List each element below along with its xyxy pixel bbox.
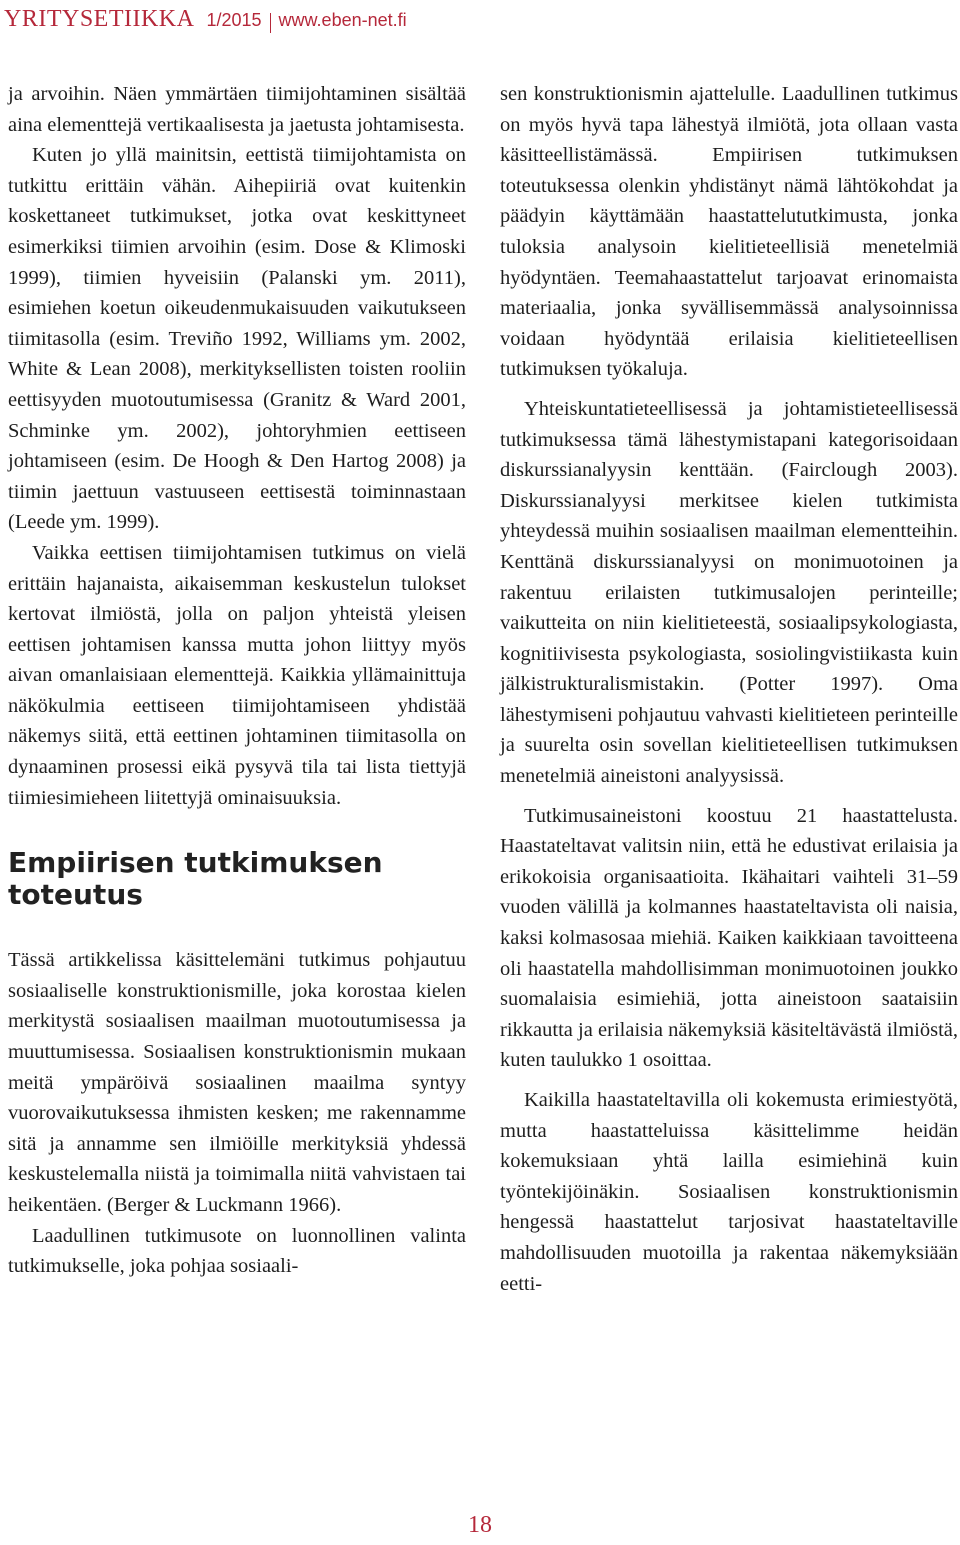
paragraph: ja arvoihin. Näen ymmärtäen tiimijohtaminen sisältää aina elementtejä vertikaalisesta ja jaetusta johtamisesta.: [8, 83, 466, 136]
left-column: [8, 79, 466, 1282]
paragraph: Tutkimusaineistoni koostuu 21 haastattelusta. Haastateltavat valitsin niin, että he edustivat erilaisia ja erikokoisia organisaatioita. Ikähaitari vaihteli 31–59 vuoden välillä ja kolmannes haastateltavista oli naisia, kaksi kolmasosaa miehiä. Kaiken kaikkiaan tavoitteena oli haastatella mahdollisimman monimuotoinen joukko suomalaisia esimiehiä, jotta aineistoon saataisiin rikkautta ja erilaisia näkemyksiä käsiteltävästä ilmiöstä, kuten taulukko 1 osoittaa.: [500, 804, 958, 1072]
page-number: 18: [468, 1512, 492, 1538]
website-url: www.eben-net.fi: [278, 10, 407, 30]
paragraph: Vaikka eettisen tiimijohtamisen tutkimus on vielä erittäin hajanaista, aikaisemman keskustelun tulokset kertovat ilmiöstä, jolla on paljon yhteistä yleisen eettisen johtamisen kanssa mutta johon liittyy myös aivan omanlaisiaan elementtejä. Kaikkia yllämainittuja näkökulmia eettiseen tiimijohtamiseen yhdistää näkemys siitä, että eettinen johtaminen tiimitasolla on dynaaminen prosessi eikä pysyvä tila tai lista tiettyjä tiimiesimieheen liitettyjä ominaisuuksia.: [8, 541, 466, 809]
paragraph: Yhteiskuntatieteellisessä ja johtamistieteellisessä tutkimuksessa tämä lähestymistapani kategorisoidaan diskurssianalyysin kenttään. (Fairclough 2003). Diskurssianalyysi merkitsee kielen tutkimista yhteydessä muihin sosiaalisen maailman elementteihin. Kenttänä diskurssianalyysi on monimuotoinen ja rakentuu erilaisten tutkimusalojen perinteille; vaikutteita on niin kielitieteestä, sosiaalipsykologiasta, kognitiivisesta psykologiasta, sosiolingvistiikasta kuin jälkistrukturalismistakin. (Potter 1997). Oma lähestymiseni pohjautuu vahvasti kielitieteen perinteille ja suurelta osin sovellan kielitieteellisen tutkimuksen menetelmiä aineistoni analyysissä.: [500, 397, 958, 788]
paragraph: Kaikilla haastateltavilla oli kokemusta erimiestyötä, mutta haastatteluissa käsittelimme heidän kokemuksiaan yhtä lailla esimiehinä kuin työntekijöinäkin. Sosiaalisen konstruktionismin hengessä haastattelut tarjosivat haastateltaville mahdollisuuden muotoilla ja rakentaa näkemyksiään eetti-: [500, 1089, 958, 1295]
issue-number: 1/2015: [206, 10, 262, 30]
paragraph: Kuten jo yllä mainitsin, eettistä tiimijohtamista on tutkittu erittäin vähän. Aihepiiriä ovat kuitenkin koskettaneet tutkimukset, jotka ovat keskittyneet esimerkiksi tiimien arvoihin (esim. Dose & Klimoski 1999), tiimien hyveisiin (Palanski ym. 2011), esimiehen koetun oikeudenmukaisuuden vaikutukseen tiimitasolla (esim. Treviño 1992, Williams ym. 2002, White & Lean 2008), merkityksellisten toisten rooliin eettisyyden muotoutumisessa (Granitz & Ward 2001, Schminke ym. 2002), johtoryhmien eettiseen johtamiseen (esim. De Hoogh & Den Hartog 2008) ja tiimin jaettuun vastuuseen eettisestä toiminnastaan (Leede ym. 1999).: [8, 144, 466, 534]
header-divider: [270, 13, 271, 33]
page-header: [4, 6, 407, 40]
magazine-title: YRITYSETIIKKA: [4, 6, 195, 32]
section-heading: Empiirisen tutkimuksen toteutus: [8, 846, 383, 912]
paragraph: Tässä artikkelissa käsittelemäni tutkimus pohjautuu sosiaaliselle konstruktionismille, joka korostaa kielen merkitystä sosiaalisen maailman muotoutumisessa ja muuttumisessa. Sosiaalisen konstruktionismin mukaan meitä ympäröivä sosiaalinen maailma syntyy vuorovaikutuksessa ihmisten kesken; me rakennamme sitä ja annamme sen ilmiöille merkityksiä yhdessä keskustelemalla niistä ja toimimalla niitä vahvistaen tai heikentäen. (Berger & Luckmann 1966).: [8, 949, 466, 1216]
right-column: [500, 79, 958, 1299]
paragraph: sen konstruktionismin ajattelulle. Laadullinen tutkimus on myös hyvä tapa lähestyä ilmiötä, jota ollaan vasta käsitteellistämässä. Empiirisen tutkimuksen toteutuksessa olenkin yhdistänyt nämä lähtökohdat ja päädyin käyttämään haastattelututkimusta, jonka tuloksia analysoin kielitieteellisiä menetelmiä hyödyntäen. Teemahaastattelut tarjoavat erinomaista materiaalia, jonka syvällisemmässä analysoinnissa voidaan hyödyntää erilaisia kielitieteellisen tutkimuksen työkaluja.: [500, 83, 958, 381]
paragraph: Laadullinen tutkimusote on luonnollinen valinta tutkimukselle, joka pohjaa sosiaali-: [8, 1224, 466, 1278]
